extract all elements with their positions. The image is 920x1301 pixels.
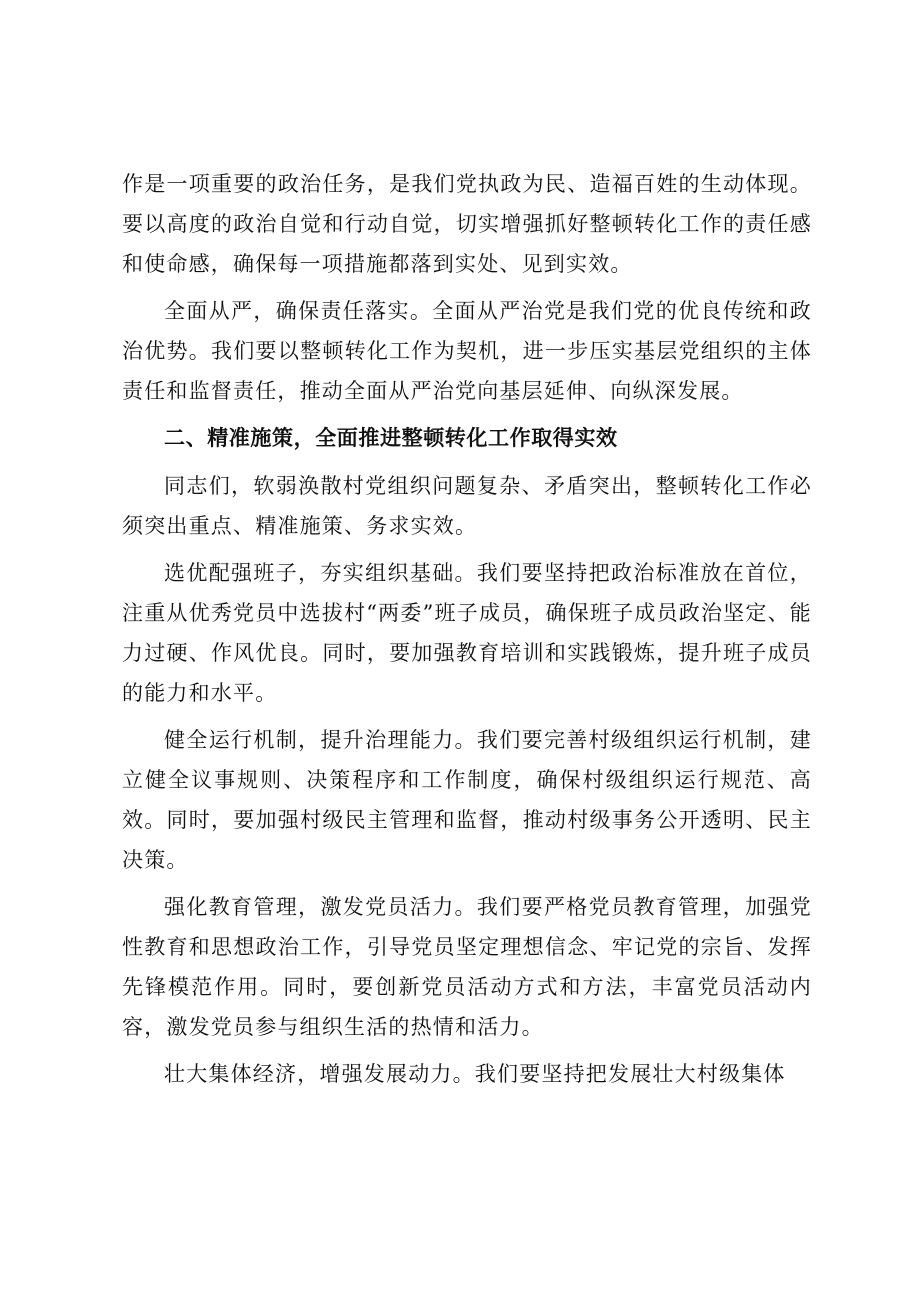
paragraph-strict-governance: 全面从严，确保责任落实。全面从严治党是我们党的优良传统和政治优势。我们要以整顿转化工作为契机，进一步压实基层党组织的主体责任和监督责任，推动全面从严治党向基层延伸、向纵深发展。 <box>122 299 812 404</box>
paragraph-operating-mechanism: 健全运行机制，提升治理能力。我们要完善村级组织运行机制，建立健全议事规则、决策程序和工作制度，确保村级组织运行规范、高效。同时，要加强村级民主管理和监督，推动村级事务公开透明、民主决策。 <box>122 727 812 872</box>
paragraph-education-management: 强化教育管理，激发党员活力。我们要严格党员教育管理，加强党性教育和思想政治工作，引导党员坚定理想信念、牢记党的宗旨、发挥先锋模范作用。同时，要创新党员活动方式和方法，丰富党员活动内容，激发党员参与组织生活的热情和活力。 <box>122 895 812 1040</box>
document-body <box>122 164 812 1102</box>
paragraph-team-building: 选优配强班子，夯实组织基础。我们要坚持把政治标准放在首位，注重从优秀党员中选拔村“两委”班子成员，确保班子成员政治坚定、能力过硬、作风优良。同时，要加强教育培训和实践锻炼，提升班子成员的能力和水平。 <box>122 560 812 705</box>
paragraph-continued: 作是一项重要的政治任务，是我们党执政为民、造福百姓的生动体现。要以高度的政治自觉和行动自觉，切实增强抓好整顿转化工作的责任感和使命感，确保每一项措施都落到实处、见到实效。 <box>122 172 812 276</box>
paragraph-collective-economy: 壮大集体经济，增强发展动力。我们要坚持把发展壮大村级集体 <box>164 1062 786 1087</box>
section-heading: 二、精准施策，全面推进整顿转化工作取得实效 <box>164 426 618 451</box>
paragraph-intro: 同志们，软弱涣散村党组织问题复杂、矛盾突出，整顿转化工作必须突出重点、精准施策、务求实效。 <box>122 473 812 538</box>
